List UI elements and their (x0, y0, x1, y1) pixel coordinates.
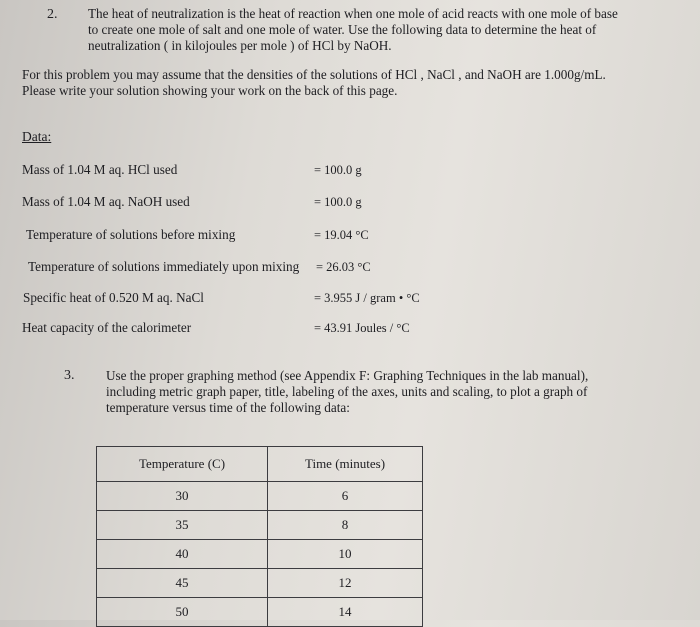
data-value-naoh-mass: = 100.0 g (314, 195, 362, 209)
cell-temperature: 40 (97, 540, 268, 569)
data-value-specific-heat: = 3.955 J / gram • °C (314, 291, 420, 305)
cell-temperature: 35 (97, 511, 268, 540)
data-label-naoh-mass: Mass of 1.04 M aq. NaOH used (22, 194, 190, 209)
question-3-line: Use the proper graphing method (see Appendix F: Graphing Techniques in the lab manual), (106, 368, 589, 383)
note-line: Please write your solution showing your work on the back of this page. (22, 83, 398, 98)
data-value-heat-capacity: = 43.91 Joules / °C (314, 321, 410, 335)
cell-temperature: 45 (97, 569, 268, 598)
data-label-heat-capacity: Heat capacity of the calorimeter (22, 320, 192, 335)
question-3-text (106, 368, 588, 416)
cell-time: 8 (268, 511, 423, 540)
column-header-time: Time (minutes) (268, 447, 423, 482)
cell-temperature: 50 (97, 598, 268, 627)
question-2-line: to create one mole of salt and one mole of water. Use the following data to determine the heat of (88, 22, 597, 37)
question-2-line: The heat of neutralization is the heat of reaction when one mole of acid reacts with one mole of base (88, 6, 618, 21)
data-heading: Data: (22, 129, 52, 144)
table-row (97, 598, 423, 627)
cell-temperature: 30 (97, 482, 268, 511)
question-3-line: including metric graph paper, title, labeling of the axes, units and scaling, to plot a graph of (106, 384, 588, 399)
cell-time: 10 (268, 540, 423, 569)
question-3-line: temperature versus time of the following data: (106, 400, 350, 415)
question-2-number: 2. (47, 7, 58, 22)
cell-time: 12 (268, 569, 423, 598)
data-label-hcl-mass: Mass of 1.04 M aq. HCl used (22, 162, 178, 177)
data-value-temp-mixing: = 26.03 °C (316, 260, 371, 274)
question-3-number: 3. (64, 368, 75, 383)
table-row (97, 569, 423, 598)
data-label-temp-mixing: Temperature of solutions immediately upon mixing (28, 259, 300, 274)
cell-time: 14 (268, 598, 423, 627)
assumption-note (22, 67, 672, 99)
temperature-time-table (96, 446, 423, 627)
note-line: For this problem you may assume that the densities of the solutions of HCl , NaCl , and NaOH are 1.000g/mL. (22, 67, 606, 82)
table-row (97, 511, 423, 540)
table-header-row (97, 447, 423, 482)
data-label-specific-heat: Specific heat of 0.520 M aq. NaCl (23, 290, 204, 305)
data-value-temp-before: = 19.04 °C (314, 228, 369, 242)
data-value-hcl-mass: = 100.0 g (314, 163, 362, 177)
column-header-temperature: Temperature (C) (97, 447, 268, 482)
question-2-line: neutralization ( in kilojoules per mole ) of HCl by NaOH. (88, 38, 392, 53)
data-label-temp-before: Temperature of solutions before mixing (26, 227, 236, 242)
table-row (97, 482, 423, 511)
question-2-text (88, 6, 618, 54)
table-row (97, 540, 423, 569)
cell-time: 6 (268, 482, 423, 511)
